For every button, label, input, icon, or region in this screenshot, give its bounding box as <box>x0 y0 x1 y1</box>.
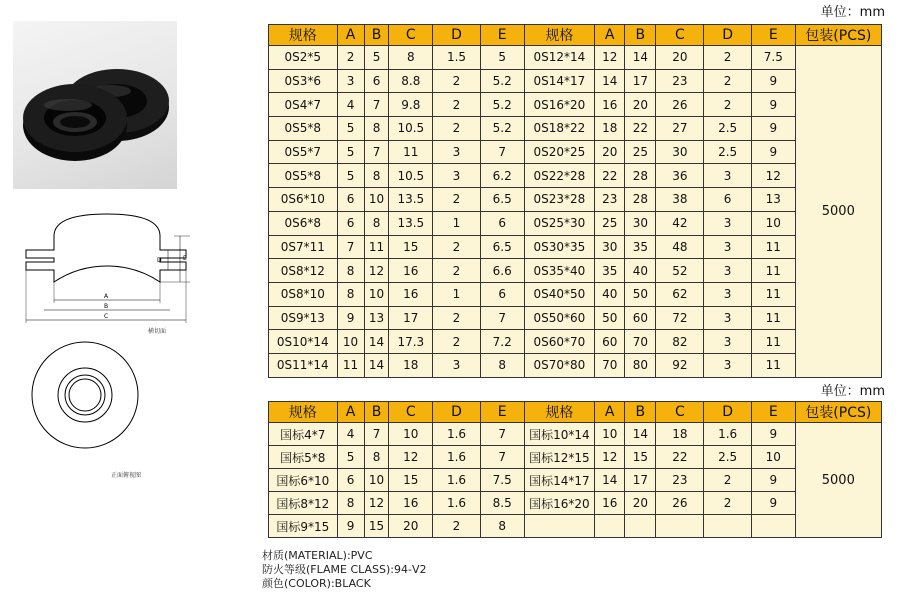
table-cell: 2.5 <box>704 140 752 164</box>
table-cell: 2 <box>704 46 752 70</box>
table-cell: 1.6 <box>433 446 481 469</box>
column-header: 规格 <box>524 402 595 423</box>
table-cell: 27 <box>656 117 704 141</box>
grommet-photo-illustration <box>13 21 177 189</box>
table-cell: 11 <box>364 235 389 259</box>
table-cell: 10 <box>364 188 389 212</box>
table-row <box>269 211 882 235</box>
table-cell: 5 <box>337 117 364 141</box>
table-row <box>269 353 882 377</box>
table-cell: 0S5*8 <box>269 117 338 141</box>
table-cell: 8.8 <box>389 69 433 93</box>
table-cell: 20 <box>656 46 704 70</box>
table-row <box>269 46 882 70</box>
table-cell: 0S10*14 <box>269 330 338 354</box>
table-cell: 12 <box>595 46 625 70</box>
table-cell: 16 <box>595 93 625 117</box>
table-cell: 国标9*15 <box>269 515 338 538</box>
spec-table-gb <box>268 401 882 538</box>
dim-label-e: E <box>183 255 187 262</box>
table-cell: 2 <box>433 330 481 354</box>
column-header: D <box>704 25 752 46</box>
unit-label-1: 单位：mm <box>820 5 885 20</box>
table-cell: 30 <box>625 211 656 235</box>
table-cell: 20 <box>625 492 656 515</box>
table-cell: 11 <box>752 330 796 354</box>
table-cell: 25 <box>595 211 625 235</box>
table-cell: 82 <box>656 330 704 354</box>
package-qty-cell: 5000 <box>795 423 881 538</box>
table-cell: 48 <box>656 235 704 259</box>
table-cell: 国标12*15 <box>524 446 595 469</box>
table-row <box>269 423 882 446</box>
table-cell: 4 <box>337 423 364 446</box>
table-cell: 0S6*8 <box>269 211 338 235</box>
table-cell: 14 <box>595 469 625 492</box>
table-cell: 10.5 <box>389 117 433 141</box>
front-view-drawing <box>30 340 140 454</box>
table-cell: 14 <box>364 330 389 354</box>
table-cell: 23 <box>656 469 704 492</box>
column-header: B <box>364 25 389 46</box>
table-cell: 8 <box>480 515 524 538</box>
table-cell: 3 <box>704 306 752 330</box>
table-cell: 国标10*14 <box>524 423 595 446</box>
table-cell: 14 <box>625 46 656 70</box>
table-cell: 70 <box>625 330 656 354</box>
table-cell: 8 <box>364 164 389 188</box>
table-cell <box>524 515 595 538</box>
table-cell: 20 <box>625 93 656 117</box>
table-cell: 国标6*10 <box>269 469 338 492</box>
table-cell: 5.2 <box>480 69 524 93</box>
table-cell: 5 <box>480 46 524 70</box>
dim-label-d: D <box>157 257 162 264</box>
table-cell: 0S5*8 <box>269 164 338 188</box>
table-cell: 0S20*25 <box>524 140 595 164</box>
table-cell: 72 <box>656 306 704 330</box>
table-cell: 26 <box>656 93 704 117</box>
table-cell: 14 <box>364 353 389 377</box>
table-row <box>269 117 882 141</box>
table-cell: 30 <box>595 235 625 259</box>
table-cell: 2 <box>433 69 481 93</box>
table-cell: 2 <box>433 117 481 141</box>
table-cell: 10 <box>364 469 389 492</box>
table-cell: 5 <box>337 140 364 164</box>
table-cell: 13.5 <box>389 188 433 212</box>
table-cell: 7 <box>364 423 389 446</box>
table-cell: 13 <box>364 306 389 330</box>
table-cell: 3 <box>704 211 752 235</box>
table-cell: 0S2*5 <box>269 46 338 70</box>
table-header-row <box>269 402 882 423</box>
column-header: D <box>433 402 481 423</box>
table-cell: 7.2 <box>480 330 524 354</box>
column-header: 规格 <box>269 25 338 46</box>
table-cell: 25 <box>625 140 656 164</box>
table-cell: 0S25*30 <box>524 211 595 235</box>
dim-label-b: B <box>104 303 109 310</box>
table-cell: 7 <box>364 140 389 164</box>
table-cell: 0S12*14 <box>524 46 595 70</box>
table-cell: 11 <box>752 353 796 377</box>
table-row <box>269 93 882 117</box>
table-cell: 2 <box>337 46 364 70</box>
table-cell: 60 <box>595 330 625 354</box>
table-cell: 7 <box>480 423 524 446</box>
table-cell: 9 <box>337 306 364 330</box>
table-cell: 7 <box>480 306 524 330</box>
table-row <box>269 469 882 492</box>
table-cell: 50 <box>595 306 625 330</box>
table-cell: 50 <box>625 282 656 306</box>
table-cell: 12 <box>389 446 433 469</box>
note-color: 颜色(COLOR):BLACK <box>262 577 371 590</box>
table-cell: 0S23*28 <box>524 188 595 212</box>
table-cell: 2 <box>433 259 481 283</box>
table-cell: 16 <box>389 282 433 306</box>
column-header: C <box>389 402 433 423</box>
table-row <box>269 259 882 283</box>
table-cell: 8 <box>337 492 364 515</box>
table-cell: 0S9*13 <box>269 306 338 330</box>
table-cell: 国标8*12 <box>269 492 338 515</box>
table-cell: 7.5 <box>480 469 524 492</box>
table-cell: 6.5 <box>480 188 524 212</box>
table-cell: 15 <box>364 515 389 538</box>
table-row <box>269 164 882 188</box>
table-cell: 9 <box>752 93 796 117</box>
table-cell: 38 <box>656 188 704 212</box>
table-cell: 35 <box>595 259 625 283</box>
column-header: D <box>704 402 752 423</box>
column-header: E <box>752 402 796 423</box>
table-cell: 15 <box>625 446 656 469</box>
table-cell: 国标16*20 <box>524 492 595 515</box>
table-cell: 17.3 <box>389 330 433 354</box>
table-cell: 3 <box>337 69 364 93</box>
table-cell: 14 <box>625 423 656 446</box>
table-cell: 7 <box>364 93 389 117</box>
table-cell: 3 <box>433 353 481 377</box>
column-header: A <box>595 402 625 423</box>
table-cell: 8 <box>389 46 433 70</box>
column-header: B <box>364 402 389 423</box>
table-cell: 15 <box>389 235 433 259</box>
table-cell: 2 <box>704 469 752 492</box>
cross-section-drawing <box>14 208 200 344</box>
table-cell: 80 <box>625 353 656 377</box>
table-cell: 7 <box>480 446 524 469</box>
table-cell: 3 <box>704 282 752 306</box>
table-cell: 20 <box>389 515 433 538</box>
note-flame-class: 防火等级(FLAME CLASS):94-V2 <box>262 563 427 576</box>
table-cell: 2 <box>704 492 752 515</box>
table-cell: 13 <box>752 188 796 212</box>
column-header: 规格 <box>524 25 595 46</box>
table-cell: 1.6 <box>433 423 481 446</box>
table-cell: 40 <box>595 282 625 306</box>
table-cell: 22 <box>625 117 656 141</box>
table-cell: 70 <box>595 353 625 377</box>
dim-label-a: A <box>104 293 109 300</box>
table-row <box>269 188 882 212</box>
table-cell: 8 <box>337 282 364 306</box>
column-header: A <box>337 25 364 46</box>
table-cell: 28 <box>625 164 656 188</box>
column-header: C <box>656 402 704 423</box>
table-cell: 2.5 <box>704 446 752 469</box>
table-cell: 8 <box>480 353 524 377</box>
table-cell: 0S22*28 <box>524 164 595 188</box>
table-cell: 16 <box>389 492 433 515</box>
table-cell: 16 <box>595 492 625 515</box>
unit-label-2: 单位：mm <box>820 384 885 399</box>
table-cell: 22 <box>595 164 625 188</box>
table-cell: 0S40*50 <box>524 282 595 306</box>
table-cell: 23 <box>595 188 625 212</box>
column-header: B <box>625 402 656 423</box>
table-cell: 15 <box>389 469 433 492</box>
table-cell: 6 <box>337 469 364 492</box>
table-cell: 9 <box>752 423 796 446</box>
table-cell: 10 <box>595 423 625 446</box>
table-cell: 2 <box>433 93 481 117</box>
table-cell: 36 <box>656 164 704 188</box>
table-cell: 92 <box>656 353 704 377</box>
table-cell: 9 <box>752 140 796 164</box>
table-cell: 5 <box>337 164 364 188</box>
table-cell: 5 <box>364 46 389 70</box>
table-cell: 40 <box>625 259 656 283</box>
table-cell: 9.8 <box>389 93 433 117</box>
table-cell: 18 <box>389 353 433 377</box>
table-row <box>269 235 882 259</box>
table-cell: 8 <box>364 117 389 141</box>
table-cell: 10 <box>364 282 389 306</box>
table-cell: 0S35*40 <box>524 259 595 283</box>
table-cell: 5 <box>337 446 364 469</box>
table-cell <box>595 515 625 538</box>
front-view-caption: 正面俯视图 <box>111 472 142 479</box>
table-cell: 3 <box>704 330 752 354</box>
table-row <box>269 69 882 93</box>
table-cell: 22 <box>656 446 704 469</box>
table-cell: 20 <box>595 140 625 164</box>
table-cell: 6.6 <box>480 259 524 283</box>
table-header-row <box>269 25 882 46</box>
table-cell: 0S60*70 <box>524 330 595 354</box>
table-cell: 6.5 <box>480 235 524 259</box>
column-header: C <box>656 25 704 46</box>
spec-table-os <box>268 24 882 378</box>
table-cell: 0S14*17 <box>524 69 595 93</box>
column-header: E <box>752 25 796 46</box>
table-cell <box>752 515 796 538</box>
table-cell: 7.5 <box>752 46 796 70</box>
table-cell: 0S18*22 <box>524 117 595 141</box>
dim-label-c: C <box>104 313 109 320</box>
column-header: E <box>480 402 524 423</box>
table-cell: 13.5 <box>389 211 433 235</box>
table-cell: 42 <box>656 211 704 235</box>
table-cell: 0S8*10 <box>269 282 338 306</box>
table-cell: 2 <box>704 69 752 93</box>
table-row <box>269 515 882 538</box>
table-cell: 30 <box>656 140 704 164</box>
table-cell: 60 <box>625 306 656 330</box>
table-cell: 10 <box>337 330 364 354</box>
table-cell: 8 <box>364 211 389 235</box>
table-cell: 0S16*20 <box>524 93 595 117</box>
table-cell: 7 <box>337 235 364 259</box>
table-row <box>269 330 882 354</box>
table-cell: 0S4*7 <box>269 93 338 117</box>
table-cell <box>656 515 704 538</box>
table-cell: 1.6 <box>704 423 752 446</box>
table-cell: 9 <box>752 117 796 141</box>
section-caption: 横切面 <box>148 328 167 335</box>
table-cell: 国标4*7 <box>269 423 338 446</box>
table-cell: 17 <box>625 469 656 492</box>
column-header: A <box>337 402 364 423</box>
table-cell: 3 <box>704 164 752 188</box>
table-cell: 18 <box>656 423 704 446</box>
table-cell: 6 <box>480 282 524 306</box>
table-cell: 11 <box>337 353 364 377</box>
table-cell: 0S11*14 <box>269 353 338 377</box>
column-header: 规格 <box>269 402 338 423</box>
table-cell: 7 <box>480 140 524 164</box>
table-cell: 4 <box>337 93 364 117</box>
table-cell: 23 <box>656 69 704 93</box>
table-cell: 18 <box>595 117 625 141</box>
table-cell: 16 <box>389 259 433 283</box>
product-photo <box>13 21 177 189</box>
table-cell: 11 <box>752 259 796 283</box>
table-cell: 5.2 <box>480 93 524 117</box>
table-cell: 6 <box>704 188 752 212</box>
table-cell: 2 <box>433 515 481 538</box>
package-qty-cell: 5000 <box>795 46 881 378</box>
table-cell: 6 <box>337 188 364 212</box>
table-cell: 8 <box>337 259 364 283</box>
table-cell: 17 <box>389 306 433 330</box>
table-cell: 国标14*17 <box>524 469 595 492</box>
table-cell: 0S30*35 <box>524 235 595 259</box>
table-cell: 2.5 <box>704 117 752 141</box>
table-cell: 1.6 <box>433 492 481 515</box>
table-cell: 3 <box>704 235 752 259</box>
table-cell: 0S8*12 <box>269 259 338 283</box>
table-row <box>269 492 882 515</box>
table-cell: 0S6*10 <box>269 188 338 212</box>
table-cell: 2 <box>433 306 481 330</box>
table-cell: 11 <box>389 140 433 164</box>
table-cell: 26 <box>656 492 704 515</box>
table-cell: 6 <box>337 211 364 235</box>
table-cell <box>625 515 656 538</box>
table-cell: 2 <box>704 93 752 117</box>
table-cell: 0S50*60 <box>524 306 595 330</box>
table-row <box>269 282 882 306</box>
material-notes <box>262 549 427 591</box>
column-header: A <box>595 25 625 46</box>
table-cell <box>704 515 752 538</box>
table-cell: 10 <box>389 423 433 446</box>
column-header: C <box>389 25 433 46</box>
table-cell: 9 <box>752 69 796 93</box>
table-cell: 6 <box>480 211 524 235</box>
table-cell: 1 <box>433 211 481 235</box>
table-cell: 0S7*11 <box>269 235 338 259</box>
table-cell: 14 <box>595 69 625 93</box>
table-cell: 5.2 <box>480 117 524 141</box>
table-cell: 11 <box>752 306 796 330</box>
table-cell: 1.6 <box>433 469 481 492</box>
table-cell: 35 <box>625 235 656 259</box>
table-cell: 10.5 <box>389 164 433 188</box>
column-header: B <box>625 25 656 46</box>
table-cell: 11 <box>752 282 796 306</box>
table-cell: 8 <box>364 446 389 469</box>
table-cell: 9 <box>752 469 796 492</box>
table-cell: 11 <box>752 235 796 259</box>
table-cell: 2 <box>433 235 481 259</box>
table-row <box>269 306 882 330</box>
column-header: D <box>433 25 481 46</box>
table-cell: 国标5*8 <box>269 446 338 469</box>
table-cell: 12 <box>752 164 796 188</box>
table-cell: 0S70*80 <box>524 353 595 377</box>
table-cell: 8.5 <box>480 492 524 515</box>
table-row <box>269 140 882 164</box>
table-cell: 12 <box>364 259 389 283</box>
note-material: 材质(MATERIAL):PVC <box>262 549 373 562</box>
table-cell: 3 <box>704 259 752 283</box>
table-cell: 1 <box>433 282 481 306</box>
table-cell: 3 <box>433 164 481 188</box>
table-cell: 6 <box>364 69 389 93</box>
table-cell: 3 <box>704 353 752 377</box>
column-header: 包装(PCS) <box>795 25 881 46</box>
column-header: 包装(PCS) <box>795 402 881 423</box>
table-cell: 6.2 <box>480 164 524 188</box>
table-cell: 3 <box>433 140 481 164</box>
table-cell: 1.5 <box>433 46 481 70</box>
table-cell: 9 <box>752 492 796 515</box>
table-cell: 62 <box>656 282 704 306</box>
table-cell: 0S5*7 <box>269 140 338 164</box>
table-cell: 10 <box>752 211 796 235</box>
table-row <box>269 446 882 469</box>
column-header: E <box>480 25 524 46</box>
table-cell: 9 <box>337 515 364 538</box>
table-cell: 17 <box>625 69 656 93</box>
table-cell: 12 <box>364 492 389 515</box>
table-cell: 28 <box>625 188 656 212</box>
table-cell: 12 <box>595 446 625 469</box>
table-cell: 10 <box>752 446 796 469</box>
table-cell: 0S3*6 <box>269 69 338 93</box>
table-cell: 52 <box>656 259 704 283</box>
table-cell: 2 <box>433 188 481 212</box>
